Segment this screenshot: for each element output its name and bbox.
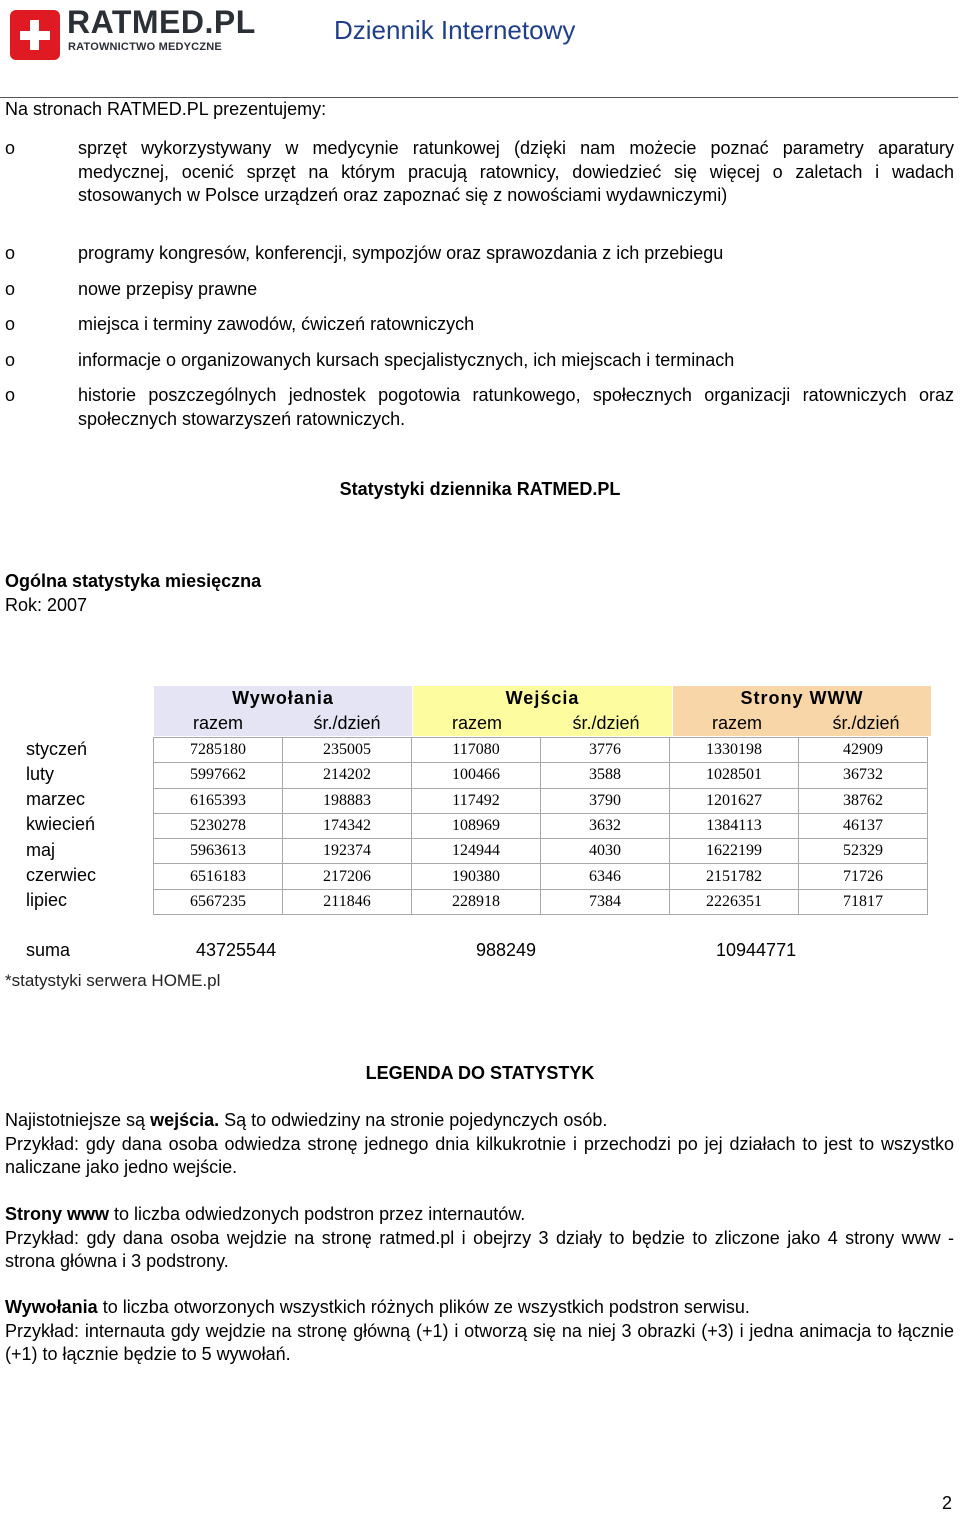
table-row bbox=[154, 788, 928, 813]
table-cell: 3790 bbox=[541, 788, 670, 813]
table-cell: 36732 bbox=[799, 763, 928, 788]
sum-wejscia: 988249 bbox=[476, 940, 537, 960]
example-wejscia: Przykład: gdy dana osoba odwiedza stronę jednego dnia kilkukrotnie i przechodzi po jej działach to jest to wszystko naliczane jako jedno wejście. bbox=[5, 1133, 954, 1177]
logo-name: RATMED.PL bbox=[67, 4, 256, 40]
header-divider bbox=[0, 97, 958, 98]
journal-title: Dziennik Internetowy bbox=[334, 15, 576, 45]
example-wywolania: Przykład: internauta gdy wejdzie na stronę główną (+1) i otworzą się na niej 3 obrazki (+3) i jedna animacja to łącznie (+1) to łącznie będzie to 5 wywołań. bbox=[5, 1320, 954, 1364]
monthly-stats-table bbox=[153, 737, 928, 915]
table-row bbox=[154, 839, 928, 864]
table-row bbox=[154, 889, 928, 914]
list-item-text: nowe przepisy prawne bbox=[78, 279, 258, 299]
month-label: czerwiec bbox=[26, 865, 97, 885]
table-cell: 46137 bbox=[799, 813, 928, 838]
month-label: luty bbox=[26, 764, 55, 784]
month-label: kwiecień bbox=[26, 814, 96, 834]
list-item-text: sprzęt wykorzystywany w medycynie ratunkowej (dzięki nam możecie poznać parametry aparatury medycznej, ocenić sprzęt na którym pracują ratownicy, dowiedzieć się więcej o zaletach i wadach stosowanych w Polsce urządzeń oraz zapoznać się z nowościami wydawniczymi) bbox=[78, 138, 954, 205]
table-cell: 174342 bbox=[283, 813, 412, 838]
table-cell: 100466 bbox=[412, 763, 541, 788]
month-label: styczeń bbox=[26, 739, 88, 759]
table-cell: 1622199 bbox=[670, 839, 799, 864]
table-cell: 71817 bbox=[799, 889, 928, 914]
table-row bbox=[154, 813, 928, 838]
table-cell: 108969 bbox=[412, 813, 541, 838]
table-cell: 7384 bbox=[541, 889, 670, 914]
table-cell: 211846 bbox=[283, 889, 412, 914]
table-cell: 38762 bbox=[799, 788, 928, 813]
table-row bbox=[154, 864, 928, 889]
list-item-text: historie poszczególnych jednostek pogotowia ratunkowego, społecznych organizacji ratowniczych oraz społecznych stowarzyszeń ratowniczych. bbox=[78, 385, 954, 429]
table-cell: 217206 bbox=[283, 864, 412, 889]
intro-text: Na stronach RATMED.PL prezentujemy: bbox=[5, 99, 327, 119]
table-cell: 71726 bbox=[799, 864, 928, 889]
legend-strony: Strony www to liczba odwiedzonych podstron przez internautów. Przykład: gdy dana osoba wejdzie na stronę ratmed.pl i obejrzy 3 działy to będzie to zliczone jako 4 strony www - strona główna i 3 podstrony. bbox=[5, 1204, 954, 1271]
table-cell: 1330198 bbox=[670, 738, 799, 763]
column-header: śr./dzień bbox=[832, 713, 900, 733]
table-cell: 42909 bbox=[799, 738, 928, 763]
table-cell: 6165393 bbox=[154, 788, 283, 813]
page-number: 2 bbox=[942, 1493, 953, 1513]
table-row bbox=[154, 738, 928, 763]
group-header-wywolania: Wywołania bbox=[232, 688, 334, 708]
year-label: Rok: 2007 bbox=[5, 595, 88, 615]
stats-source-note: *statystyki serwera HOME.pl bbox=[5, 971, 221, 990]
bullet-marker: o bbox=[5, 350, 16, 370]
table-cell: 192374 bbox=[283, 839, 412, 864]
table-cell: 3776 bbox=[541, 738, 670, 763]
list-item-text: informacje o organizowanych kursach specjalistycznych, ich miejscach i terminach bbox=[78, 350, 735, 370]
term-strony-www: Strony www bbox=[5, 1204, 110, 1224]
table-cell: 124944 bbox=[412, 839, 541, 864]
example-strony: Przykład: gdy dana osoba wejdzie na stronę ratmed.pl i obejrzy 3 działy to będzie to zliczone jako 4 strony www - strona główna i 3 podstrony. bbox=[5, 1227, 954, 1271]
column-header: śr./dzień bbox=[313, 713, 381, 733]
legend-wejscia: Najistotniejsze są wejścia. Są to odwiedziny na stronie pojedynczych osób. Przykład: gdy dana osoba odwiedza stronę jednego dnia kilkukrotnie i przechodzi po jej działach to jest to wszystko naliczane jako jedno wejście. bbox=[5, 1110, 954, 1177]
sum-label: suma bbox=[26, 940, 71, 960]
table-cell: 1028501 bbox=[670, 763, 799, 788]
table-cell: 1201627 bbox=[670, 788, 799, 813]
logo-subtitle: RATOWNICTWO MEDYCZNE bbox=[68, 41, 222, 53]
page-header bbox=[0, 0, 960, 100]
table-cell: 214202 bbox=[283, 763, 412, 788]
table-cell: 1384113 bbox=[670, 813, 799, 838]
column-header: razem bbox=[451, 713, 502, 733]
column-header: razem bbox=[192, 713, 243, 733]
table-cell: 6567235 bbox=[154, 889, 283, 914]
month-label: lipiec bbox=[26, 890, 68, 910]
table-cell: 5963613 bbox=[154, 839, 283, 864]
list-item-text: miejsca i terminy zawodów, ćwiczeń ratowniczych bbox=[78, 314, 475, 334]
table-cell: 117492 bbox=[412, 788, 541, 813]
table-cell: 228918 bbox=[412, 889, 541, 914]
table-cell: 190380 bbox=[412, 864, 541, 889]
column-header: śr./dzień bbox=[572, 713, 640, 733]
group-header-strony: Strony WWW bbox=[740, 688, 864, 708]
bullet-marker: o bbox=[5, 314, 16, 334]
group-header-wejscia: Wejścia bbox=[505, 688, 580, 708]
table-cell: 198883 bbox=[283, 788, 412, 813]
month-label: marzec bbox=[26, 789, 86, 809]
table-cell: 3632 bbox=[541, 813, 670, 838]
table-cell: 235005 bbox=[283, 738, 412, 763]
table-cell: 117080 bbox=[412, 738, 541, 763]
month-label: maj bbox=[26, 840, 56, 860]
table-cell: 6346 bbox=[541, 864, 670, 889]
table-cell: 5230278 bbox=[154, 813, 283, 838]
table-cell: 2151782 bbox=[670, 864, 799, 889]
list-item-text: programy kongresów, konferencji, sympozjów oraz sprawozdania z ich przebiegu bbox=[78, 243, 724, 263]
table-cell: 6516183 bbox=[154, 864, 283, 889]
legend-title: LEGENDA DO STATYSTYK bbox=[365, 1063, 595, 1083]
table-cell: 52329 bbox=[799, 839, 928, 864]
bullet-marker: o bbox=[5, 138, 16, 158]
term-wywolania: Wywołania bbox=[5, 1297, 98, 1317]
sum-wywolania: 43725544 bbox=[196, 940, 277, 960]
bullet-marker: o bbox=[5, 385, 16, 405]
bullet-marker: o bbox=[5, 243, 16, 263]
term-wejscia: wejścia. bbox=[150, 1110, 220, 1130]
table-cell: 7285180 bbox=[154, 738, 283, 763]
legend-wywolania: Wywołania to liczba otworzonych wszystkich różnych plików ze wszystkich podstron serwisu. Przykład: internauta gdy wejdzie na stronę główną (+1) i otworzą się na niej 3 obrazki (+3) i jedna animacja to łącznie (+1) to łącznie będzie to 5 wywołań. bbox=[5, 1297, 954, 1364]
table-cell: 2226351 bbox=[670, 889, 799, 914]
table-row bbox=[154, 763, 928, 788]
stats-title: Statystyki dziennika RATMED.PL bbox=[339, 479, 621, 499]
table-cell: 5997662 bbox=[154, 763, 283, 788]
medical-cross-icon bbox=[10, 10, 60, 60]
table-cell: 4030 bbox=[541, 839, 670, 864]
table-cell: 3588 bbox=[541, 763, 670, 788]
bullet-marker: o bbox=[5, 279, 16, 299]
monthly-title: Ogólna statystyka miesięczna bbox=[5, 571, 262, 591]
sum-strony: 10944771 bbox=[716, 940, 797, 960]
column-header: razem bbox=[711, 713, 762, 733]
ratmed-logo bbox=[10, 4, 256, 60]
